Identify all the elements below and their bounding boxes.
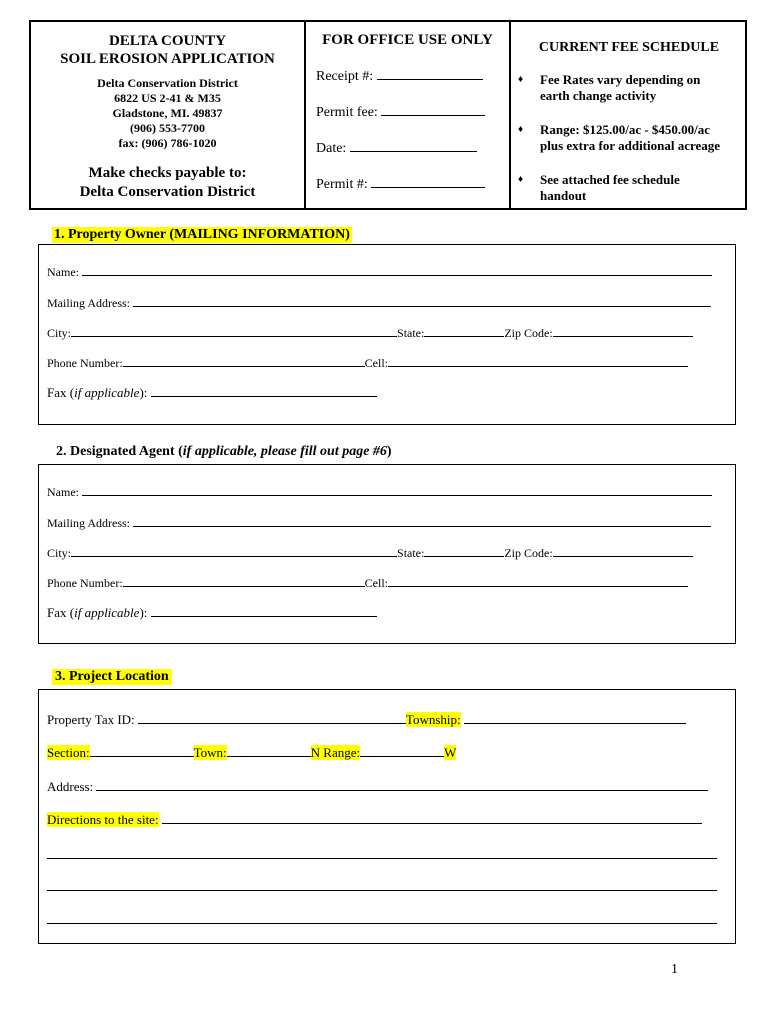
project-address-row [47,779,708,795]
township-label: Township: [405,712,461,727]
directions-blank-2[interactable] [47,858,717,859]
section-1-box [38,244,736,425]
project-address-label: Address: [47,779,94,794]
district-phone: (906) 553-7700 [130,121,205,135]
owner-mailing-label: Mailing Address: [47,296,130,310]
agent-name-field [47,484,712,500]
agent-phone-label: Phone Number: [47,576,123,590]
permit-fee-blank[interactable] [381,104,485,116]
agent-fax-field [47,605,377,621]
owner-phone-blank[interactable] [123,355,365,367]
tax-id-blank[interactable] [138,712,406,724]
township-blank[interactable] [464,712,686,724]
district-address-1: 6822 US 2-41 & M35 [114,91,221,105]
date-field [316,140,477,157]
section-2-title-italic: if applicable, please fill out page #6 [182,444,387,459]
agent-zip-label: Zip Code: [504,546,553,560]
owner-fax-italic: if applicable [74,385,140,400]
owner-phone-label: Phone Number: [47,356,123,370]
owner-fax-label: Fax ( [47,385,75,400]
diamond-bullet-icon: ♦ [518,74,524,85]
agent-zip-blank[interactable] [553,545,693,557]
agent-city-label: City: [47,546,72,560]
fee-item-2-line1: Range: $125.00/ac - $450.00/ac [540,122,711,137]
checks-payable-line2: Delta Conservation District [79,184,256,200]
header-divider-1 [304,22,306,208]
section-2-title-end: ) [386,444,392,459]
owner-name-blank[interactable] [82,264,712,276]
directions-label: Directions to the site: [47,812,159,827]
agent-city-state-zip [47,545,693,561]
owner-zip-blank[interactable] [553,325,693,337]
permit-fee-field [316,104,485,121]
owner-cell-blank[interactable] [388,355,688,367]
district-name: Delta Conservation District [97,76,238,90]
section-1-heading: 1. Property Owner (MAILING INFORMATION) [54,227,350,242]
section-2-box [38,464,736,644]
agent-cell-label: Cell: [364,576,388,590]
fee-schedule-title: CURRENT FEE SCHEDULE [538,40,720,55]
fee-item-1-line1: Fee Rates vary depending on [540,72,701,87]
permit-number-blank[interactable] [371,176,485,188]
agent-phone-blank[interactable] [123,575,365,587]
agent-phone-cell [47,575,688,591]
owner-cell-label: Cell: [364,356,388,370]
project-address-blank[interactable] [96,779,708,791]
receipt-label: Receipt #: [316,69,374,84]
tax-id-label: Property Tax ID: [47,712,135,727]
directions-row [47,812,702,828]
owner-name-label: Name: [47,265,79,279]
permit-number-label: Permit #: [316,177,368,192]
section-2-heading [56,444,392,460]
directions-blank-4[interactable] [47,923,717,924]
checks-payable-line1: Make checks payable to: [88,165,247,181]
agent-fax-italic: if applicable [74,605,140,620]
agent-fax-blank[interactable] [151,605,377,617]
owner-fax-blank[interactable] [151,385,377,397]
section-town-range-row [47,745,456,761]
town-label: Town: [193,745,227,760]
agent-name-label: Name: [47,485,79,499]
diamond-bullet-icon: ♦ [518,124,524,135]
fee-item-1-line2: earth change activity [540,88,657,103]
permit-number-field [316,176,485,193]
fee-item-3 [518,172,743,204]
owner-mailing-field [47,295,711,311]
owner-city-state-zip [47,325,693,341]
owner-fax-field [47,385,377,401]
agent-state-label: State: [397,546,425,560]
header-box [29,20,747,210]
agent-name-blank[interactable] [82,484,712,496]
agent-fax-label: Fax ( [47,605,75,620]
agent-fax-label-end: ): [139,605,148,620]
section-3-box [38,689,736,944]
town-blank[interactable] [227,745,311,757]
date-label: Date: [316,141,347,156]
owner-name-field [47,264,712,280]
fee-item-1 [518,72,743,104]
district-fax: fax: (906) 786-1020 [118,136,217,150]
tax-id-township-row [47,712,686,728]
owner-state-blank[interactable] [424,325,504,337]
receipt-field [316,68,483,85]
fee-item-2-line2: plus extra for additional acreage [540,138,721,153]
receipt-blank[interactable] [377,68,483,80]
owner-mailing-blank[interactable] [133,295,711,307]
range-w-label: W [444,745,457,760]
owner-state-label: State: [397,326,425,340]
agent-state-blank[interactable] [424,545,504,557]
owner-city-label: City: [47,326,72,340]
agent-city-blank[interactable] [71,545,397,557]
agent-mailing-label: Mailing Address: [47,516,130,530]
page-number: 1 [671,962,678,977]
agent-mailing-blank[interactable] [133,515,711,527]
directions-blank-1[interactable] [162,812,702,824]
section-3-heading: 3. Project Location [52,669,172,685]
agent-mailing-field [47,515,711,531]
county-title: DELTA COUNTY [108,33,227,49]
section-label: Section: [47,745,90,760]
diamond-bullet-icon: ♦ [518,174,524,185]
section-2-title: 2. Designated Agent ( [56,444,183,459]
application-title: SOIL EROSION APPLICATION [60,51,275,67]
owner-phone-cell [47,355,688,371]
owner-zip-label: Zip Code: [504,326,553,340]
range-label: N Range: [310,745,361,760]
fee-item-2 [518,122,748,154]
permit-fee-label: Permit fee: [316,105,378,120]
owner-fax-label-end: ): [139,385,148,400]
office-use-title: FOR OFFICE USE ONLY [322,32,493,48]
fee-item-3-line2: handout [540,188,587,203]
range-blank[interactable] [360,745,444,757]
section-blank[interactable] [90,745,194,757]
date-blank[interactable] [350,140,477,152]
agent-cell-blank[interactable] [388,575,688,587]
owner-city-blank[interactable] [71,325,397,337]
district-address-2: Gladstone, MI. 49837 [112,106,223,120]
directions-blank-3[interactable] [47,890,717,891]
fee-item-3-line1: See attached fee schedule [540,172,680,187]
